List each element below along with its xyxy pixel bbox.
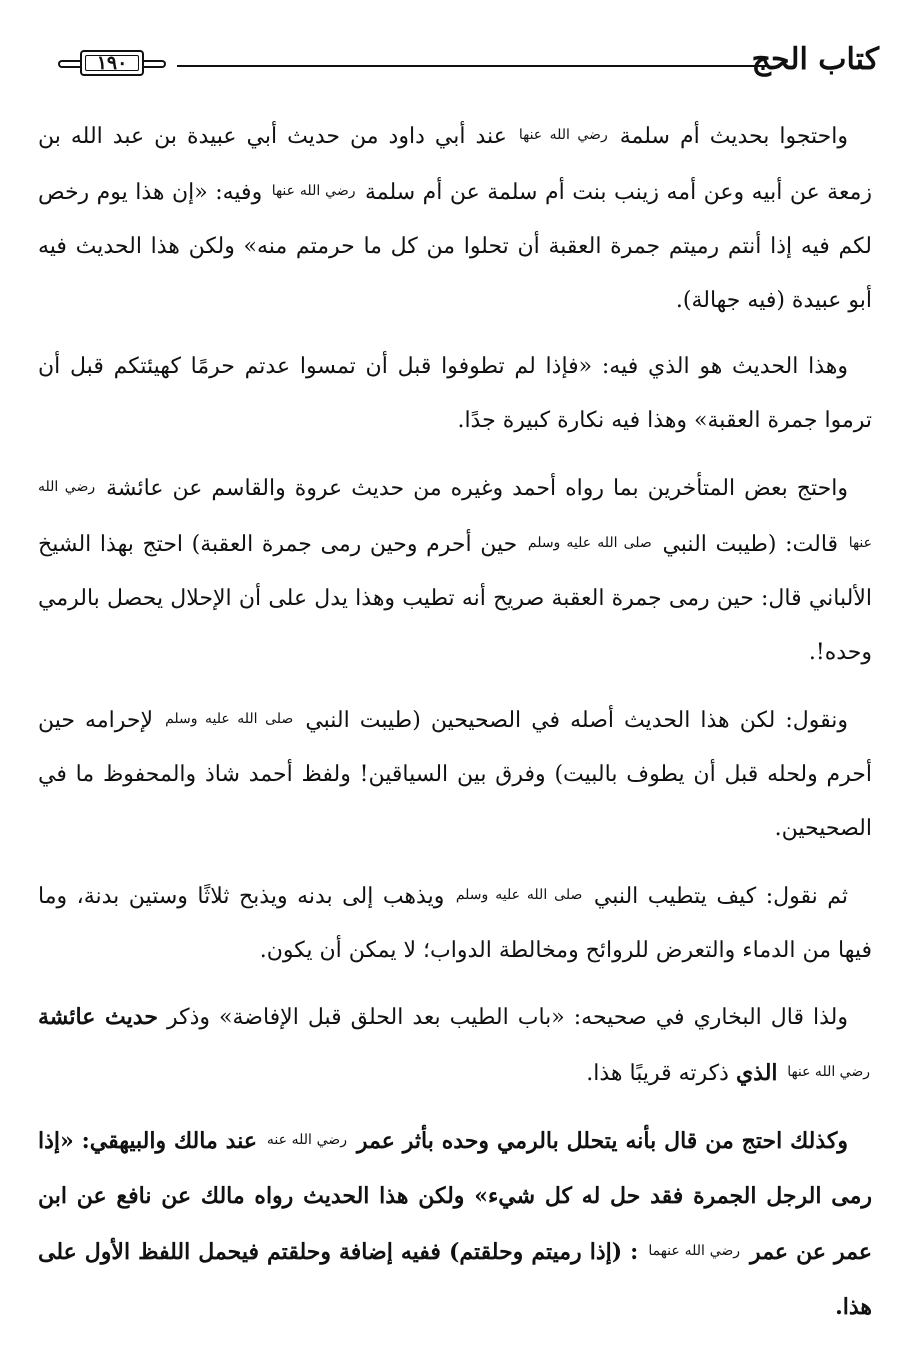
bold-text-segment: وكذلك احتج من قال بأنه يتحلل بالرمي وحده بأثر عمر [348,1128,848,1154]
text-segment: واحتجوا بحديث أم سلمة [609,124,849,149]
page-body [38,108,872,1347]
page-number-box [80,50,144,76]
honorific: صلى الله عليه وسلم [527,535,652,551]
bold-text-segment: : (إذا رميتم وحلقتم) ففيه إضافة وحلقتم فيحمل اللفظ الأول على هذا. [38,1239,872,1320]
text-segment: ونقول: لكن هذا الحديث أصله في الصحيحين (طيبت النبي [295,708,848,733]
bold-text-segment: الذي [735,1060,786,1086]
text-segment: عند أبي داود من حديث أبي عبيدة بن عبد الله بن زمعة عن أبيه وعن أمه زينب بنت أم سلمة عن أم سلمة [38,124,872,205]
ornamental-frame-icon [58,48,168,80]
bold-text-segment: عند مالك والبيهقي: «إذا رمى الرجل الجمرة فقد حل له كل شيء» ولكن هذا الحديث رواه مالك عن نافع عن ابن عمر عن عمر [38,1128,872,1265]
paragraph [38,692,872,856]
text-segment: قالت: (طيبت النبي [653,532,847,557]
honorific: رضي الله عنها [271,183,356,199]
text-segment: ذكرته قريبًا هذا. [586,1061,736,1086]
paragraph [38,340,872,448]
text-segment: وفيه: «إن هذا يوم رخص لكم فيه إذا أنتم رميتم جمرة العقبة أن تحلوا من كل ما حرمتم منه» ولكن هذا الحديث فيه أبو عبيدة (فيه جهالة). [38,180,872,313]
page-header [30,38,879,88]
paragraph [38,108,872,328]
text-segment: ثم نقول: كيف يتطيب النبي [584,884,849,909]
frame-wing-left [58,60,80,68]
book-title: كتاب الحج [751,42,879,77]
text-segment: لإحرامه حين أحرم ولحله قبل أن يطوف بالبيت) وفرق بين السياقين! ولفظ أحمد شاذ والمحفوظ ما في الصحيحين. [38,708,872,841]
honorific: رضي الله عنها [38,479,872,551]
paragraph [38,460,872,680]
page-number: ١٩٠ [96,52,128,74]
paragraph [38,1113,872,1335]
text-segment: ولذا قال البخاري في صحيحه: «باب الطيب بعد الحلق قبل الإفاضة» وذكر [157,1005,849,1030]
text-segment: وهذا الحديث هو الذي فيه: «فإذا لم تطوفوا قبل أن تمسوا عدتم حرمًا كهيئتكم قبل أن ترموا جمرة العقبة» وهذا فيه نكارة كبيرة جدًا. [38,354,872,433]
honorific: رضي الله عنها [787,1064,870,1080]
honorific: صلى الله عليه وسلم [165,711,294,727]
honorific: رضي الله عنه [266,1132,347,1148]
bold-text-segment: حديث عائشة [38,1004,158,1030]
header-rule [177,65,767,67]
honorific: رضي الله عنهما [648,1243,741,1259]
paragraph [38,990,872,1101]
text-segment: حين أحرم وحين رمى جمرة العقبة) احتج بهذا الشيخ الألباني قال: حين رمى جمرة العقبة صريح أنه تطيب وهذا يدل على أن الإحلال يحصل بالرمي وحده!. [38,532,872,665]
text-segment: ويذهب إلى بدنه ويذبح ثلاثًا وستين بدنة، وما فيها من الدماء والتعرض للروائح ومخالطة الدواب؛ لا يمكن أن يكون. [38,884,872,963]
paragraph [38,868,872,978]
honorific: رضي الله عنها [518,127,608,143]
frame-wing-right [144,60,166,68]
text-segment: واحتج بعض المتأخرين بما رواه أحمد وغيره من حديث عروة والقاسم عن عائشة [97,476,848,501]
honorific: صلى الله عليه وسلم [455,887,583,903]
